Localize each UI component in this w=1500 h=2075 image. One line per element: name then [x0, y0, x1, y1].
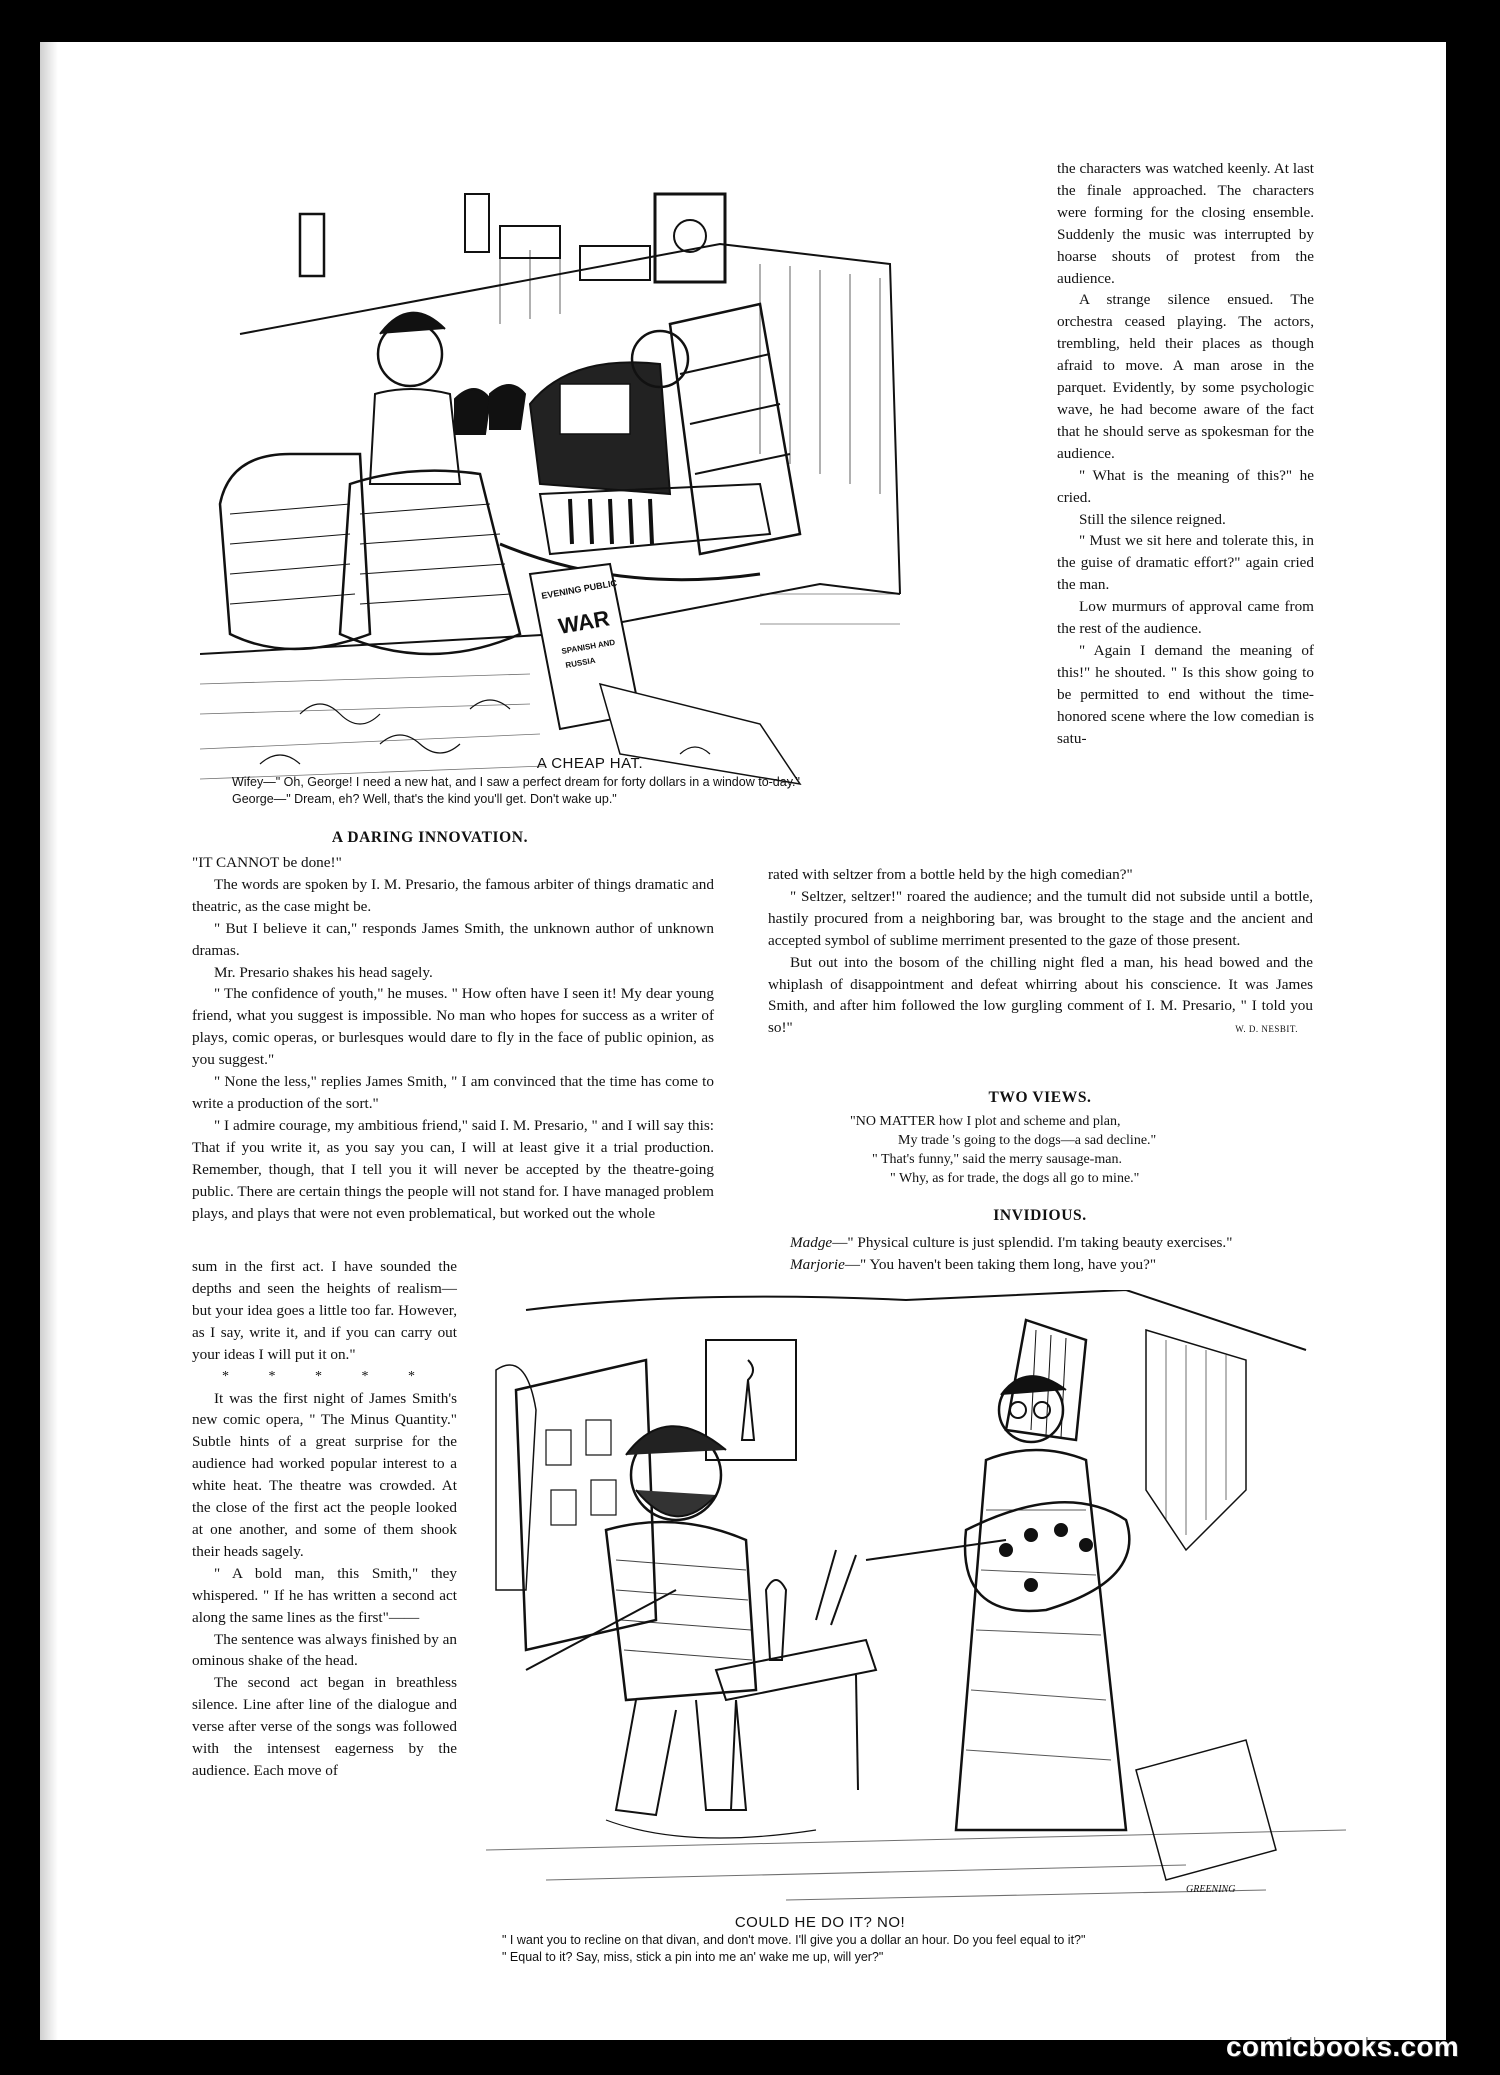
bottom-caption-title: COULD HE DO IT? NO! — [734, 1914, 906, 1931]
story-paragraph: sum in the first act. I have sounded the depths and seen the heights of realism—but your idea goes a little too far. However, as I say, write it, and if you can carry out your ideas I will put it on." — [192, 1258, 457, 1363]
page-edge — [40, 42, 58, 2040]
story-paragraph: " Again I demand the meaning of this!" he shouted. " Is this show going to be permitted to end without the time-honored scene where the low comedian is satu- — [1057, 641, 1314, 747]
top-caption-title: A CHEAP HAT. — [536, 755, 644, 772]
poem-line: " Why, as for trade, the dogs all go to mine." — [890, 1171, 1140, 1186]
story-paragraph: A strange silence ensued. The orchestra ceased playing. The actors, trembling, held their places as though afraid to move. A man arose in the parquet. Evidently, by some psychologic wave, he had become aware of the fact that he should serve as spokesman for the audience. — [1057, 291, 1314, 462]
story-paragraph: " A bold man, this Smith," they whispered. " If he has written a second act along the same lines as the first"—— — [192, 1564, 457, 1626]
story-paragraph: But out into the bosom of the chilling night fled a man, his head bowed and the whiplash of disappointment and defeat whirring about his conscience. It was James Smith, and after him followed the low gurgling comment of I. M. Presario, " I told you so!" — [768, 953, 1313, 1037]
bottom-caption-line-2: " Equal to it? Say, miss, stick a pin into me an' wake me up, will yer?" — [502, 1950, 884, 1964]
story-paragraph: " Must we sit here and tolerate this, in the guise of dramatic effort?" again cried the man. — [1057, 532, 1314, 594]
story-paragraph: " The confidence of youth," he muses. " How often have I seen it! My dear young friend, what you suggest is impossible. No man who hopes for success as a writer of plays, comic operas, or burlesques would dare to fly in the face of public opinion, as you suggest." — [192, 985, 714, 1069]
cartoon-could-he-do-it — [486, 1290, 1356, 1910]
invidious-heading: INVIDIOUS. — [993, 1207, 1087, 1224]
page-edge-right — [1446, 42, 1468, 2040]
poem-line: " That's funny," said the merry sausage-man. — [872, 1152, 1122, 1167]
story-continuation — [768, 864, 1313, 1037]
story-paragraph: The words are spoken by I. M. Presario, the famous arbiter of things dramatic and theatric, as the case might be. — [192, 875, 714, 915]
marjorie-line: —" You haven't been taking them long, have you?" — [844, 1255, 1157, 1273]
invidious-dialogue — [768, 1232, 1313, 1276]
story-paragraph: " But I believe it can," responds James Smith, the unknown author of unknown dramas. — [192, 919, 714, 959]
top-caption-line-2: George—" Dream, eh? Well, that's the kind you'll get. Don't wake up." — [232, 792, 617, 806]
newspaper-line-1: EVENING PUBLIC — [540, 577, 618, 601]
story-paragraph: " None the less," replies James Smith, " I am convinced that the time has come to write a production of the sort." — [192, 1073, 714, 1112]
poem-line: My trade 's going to the dogs—a sad decline." — [898, 1133, 1157, 1148]
madge-line: —" Physical culture is just splendid. I'm taking beauty exercises." — [832, 1234, 1233, 1251]
newspaper-headline: WAR — [556, 605, 612, 639]
magazine-page — [40, 42, 1468, 2040]
story-paragraph: " Seltzer, seltzer!" roared the audience; and the tumult did not subside until a bottle, hastily procured from a neighboring bar, was brought to the stage and the ancient and accepted symbol of sublime merriment presented to the gaze of those present. — [768, 887, 1313, 949]
speaker-madge: Madge — [790, 1234, 833, 1251]
poem-line: "NO MATTER how I plot and scheme and plan, — [850, 1114, 1121, 1129]
svg-text:GREENING: GREENING — [1186, 1884, 1236, 1895]
story-paragraph: The sentence was always finished by an ominous shake of the head. — [192, 1630, 457, 1670]
story-paragraph: " What is the meaning of this?" he cried. — [1057, 466, 1314, 506]
story-paragraph: the characters was watched keenly. At last the finale approached. The characters were forming for the closing ensemble. Suddenly the music was interrupted by hoarse shouts of protest from the audience. — [1057, 160, 1314, 287]
speaker-marjorie: Marjorie — [790, 1255, 845, 1273]
top-caption-line-1: Wifey—" Oh, George! I need a new hat, and I saw a perfect dream for forty dollars in a window to-day." — [232, 775, 800, 789]
story-column-left — [192, 852, 714, 1224]
bottom-caption-line-1: " I want you to recline on that divan, and don't move. I'll give you a dollar an hour. Do you feel equal to it?" — [502, 1933, 1086, 1947]
two-views-poem — [850, 1112, 1270, 1188]
story-paragraph: Still the silence reigned. — [1079, 510, 1226, 528]
story-paragraph: " I admire courage, my ambitious friend," said I. M. Presario, " and I will say this: That if you write it, as you say you can, I will at least give it a trial production. Remember, though, that I tell you it will never be accepted by the theatre-going public. There are certain things the people will not stand for. I have managed problem plays, and plays that were not even problematical, but worked out the whole — [192, 1116, 714, 1222]
story-opening: "IT CANNOT be done!" — [192, 854, 342, 871]
newspaper-line-3: SPANISH AND — [560, 637, 616, 656]
two-views-heading: TWO VIEWS. — [988, 1089, 1092, 1106]
story-paragraph: Mr. Presario shakes his head sagely. — [214, 963, 433, 981]
section-break-stars: * * * * * — [222, 1368, 433, 1384]
story-paragraph: Low murmurs of approval came from the rest of the audience. — [1057, 598, 1314, 638]
story-column-right — [1057, 158, 1314, 749]
site-watermark: comicbooks.com — [1226, 2031, 1459, 2062]
story-paragraph: It was the first night of James Smith's new comic opera, " The Minus Quantity." Subtle hints of a great surprise for the audience had worked popular interest to a white heat. The theatre was crowded. At the close of the first act the people looked at one another, and some of them shook their heads sagely. — [192, 1389, 457, 1560]
newspaper-line-4: RUSSIA — [564, 655, 597, 670]
story-paragraph: The second act began in breathless silence. Line after line of the dialogue and verse after verse of the songs was followed with the intensest eagerness by the audience. Each move of — [192, 1674, 457, 1779]
cartoon-cheap-hat — [200, 154, 1072, 790]
story-heading: A DARING INNOVATION. — [331, 829, 529, 846]
story-column-narrow — [192, 1256, 457, 1782]
story-paragraph: rated with seltzer from a bottle held by the high comedian?" — [768, 866, 1133, 883]
author-signature: W. D. NESBIT. — [1235, 1024, 1298, 1035]
